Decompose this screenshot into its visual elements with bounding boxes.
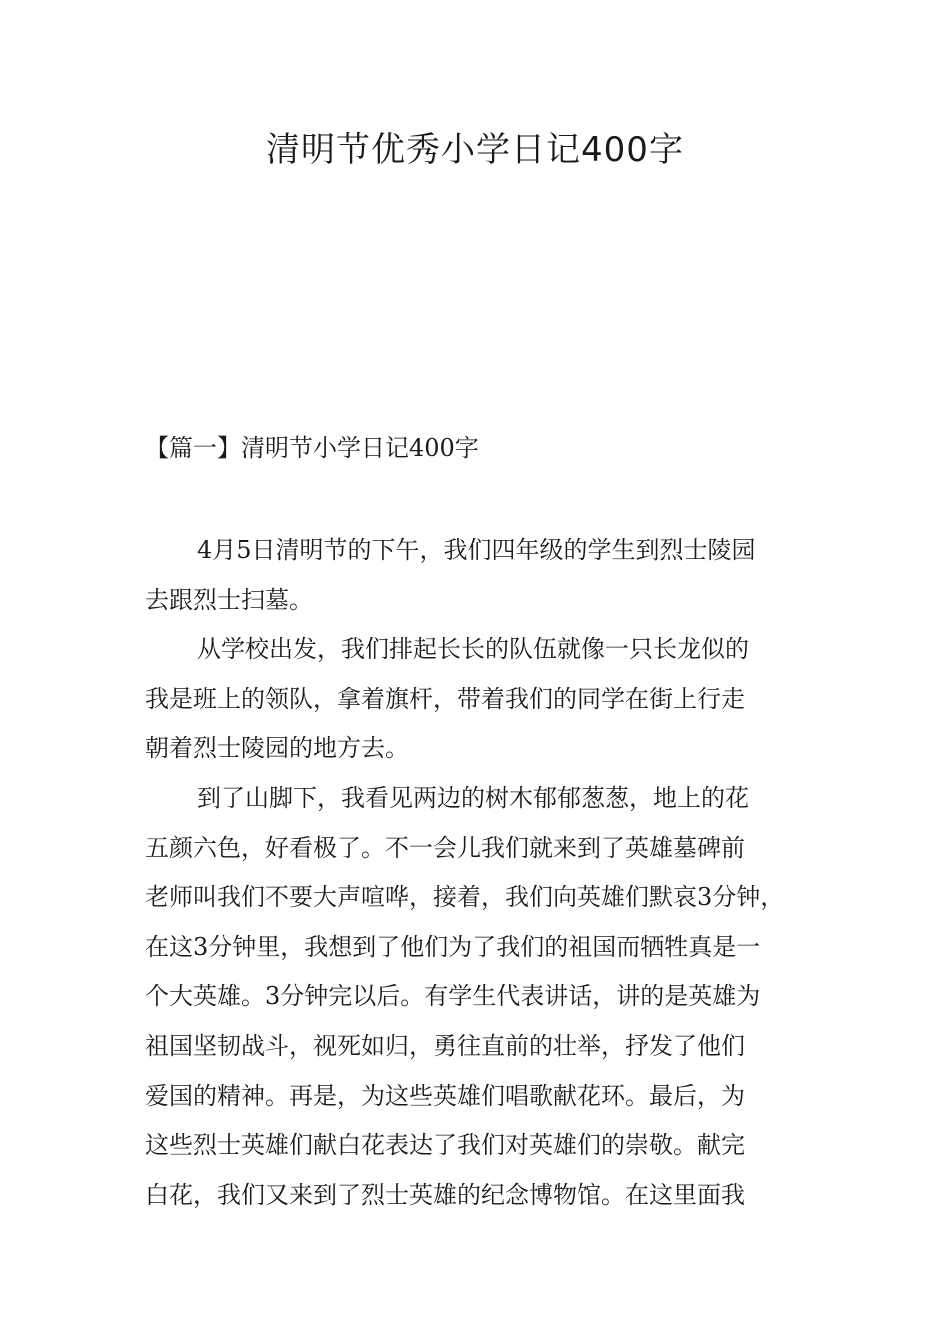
text-line: 白花，我们又来到了烈士英雄的纪念博物馆。在这里面我 [145, 1180, 745, 1209]
text-line: 在这3分钟里，我想到了他们为了我们的祖国而牺牲真是一 [145, 932, 761, 961]
text-line: 我是班上的领队，拿着旗杆，带着我们的同学在街上行走 [145, 684, 745, 713]
text-line: 去跟烈士扫墓。 [145, 585, 313, 614]
body-text [145, 526, 825, 1220]
text-line: 老师叫我们不要大声喧哗，接着，我们向英雄们默哀3分钟， [145, 883, 785, 912]
section-heading: 【篇一】清明节小学日记400字 [145, 434, 479, 462]
text-line: 朝着烈士陵园的地方去。 [145, 734, 409, 763]
text-line: 祖国坚韧战斗，视死如归，勇往直前的壮举，抒发了他们 [145, 1031, 745, 1060]
text-line: 五颜六色，好看极了。不一会儿我们就来到了英雄墓碑前 [145, 833, 745, 862]
text-line: 4月5日清明节的下午，我们四年级的学生到烈士陵园 [197, 536, 756, 564]
text-line: 个大英雄。3分钟完以后。有学生代表讲话，讲的是英雄为 [145, 982, 761, 1011]
text-line: 爱国的精神。再是，为这些英雄们唱歌献花环。最后，为 [145, 1081, 745, 1110]
text-line: 到了山脚下，我看见两边的树木郁郁葱葱，地上的花 [197, 783, 749, 812]
text-line: 这些烈士英雄们献白花表达了我们对英雄们的崇敬。献完 [145, 1131, 745, 1160]
document-title: 清明节优秀小学日记400字 [266, 130, 684, 170]
text-line: 从学校出发，我们排起长长的队伍就像一只长龙似的 [197, 635, 749, 664]
